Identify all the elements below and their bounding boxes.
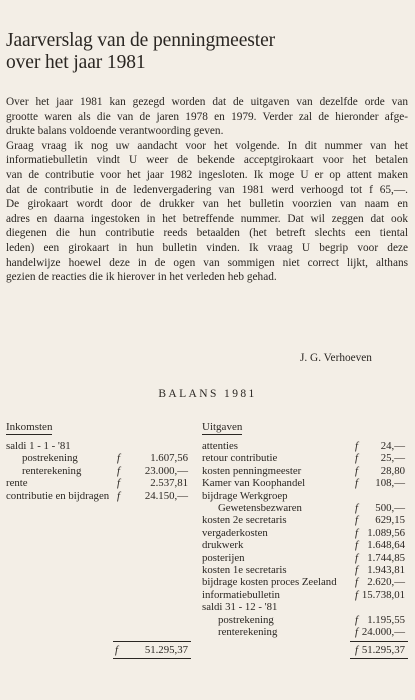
expense-row-amount: 1.744,85 xyxy=(367,551,405,564)
expense-row-amount: 629,15 xyxy=(375,514,405,527)
income-total-currency: f xyxy=(115,644,118,657)
income-row-label: rente xyxy=(6,477,28,490)
text-line: informatiebulletin vindt U weer de bekende acceptgirokaart voor het betalen xyxy=(6,154,408,167)
title-line-2: over het jaar 1981 xyxy=(6,52,146,73)
income-currency-symbol: f xyxy=(117,489,120,502)
expense-total-amount: 51.295,37 xyxy=(361,644,405,657)
text-line: van de contributie voor het jaar 1982 ingesloten. Ik moge U er op attent maken xyxy=(6,168,408,181)
expense-currency-symbol: f xyxy=(355,477,358,490)
text-line: grootte waren als die van de jaren 1978 en 1979. Verder zal de hieronder afge- xyxy=(6,110,408,123)
text-line: dat de contributie in de ledenvergadering van 1981 werd verhoogd tot f 65,—. xyxy=(6,183,408,196)
income-row-label: contributie en bijdragen xyxy=(6,489,110,502)
expense-row-label: kosten 2e secretaris xyxy=(202,514,287,527)
expense-row-amount: 15.738,01 xyxy=(361,588,405,601)
text-line: Graag vraag ik nog uw aandacht voor het volgende. In dit nummer van het xyxy=(6,139,408,152)
expense-row-label: postrekening xyxy=(218,613,274,626)
expense-row-label: renterekening xyxy=(218,626,278,638)
report-body xyxy=(6,95,408,285)
text-line: Over het jaar 1981 kan gezegd worden dat de uitgaven van dezelfde orde van xyxy=(6,96,408,108)
expense-row-amount: 24.000,— xyxy=(361,626,405,638)
expense-row-amount: 1.195,55 xyxy=(367,613,405,626)
text-line: drukte balans voldoende verantwoording geven. xyxy=(6,125,224,138)
title-line-1: Jaarverslag van de penningmeester xyxy=(6,30,276,51)
expenses-header: Uitgaven xyxy=(202,421,243,433)
expense-currency-symbol: f xyxy=(355,551,358,564)
income-header: Inkomsten xyxy=(6,421,53,433)
expense-currency-symbol: f xyxy=(355,502,358,514)
expense-currency-symbol: f xyxy=(355,564,358,576)
income-total-underline xyxy=(113,658,191,659)
text-line: De girokaart wordt door de drukker van het bulletin voorzien van naam en xyxy=(6,198,408,211)
expense-currency-symbol: f xyxy=(355,576,358,589)
expense-row-label: kosten 1e secretaris xyxy=(202,564,287,576)
expense-row-label: posterijen xyxy=(202,551,245,564)
expense-row-amount: 1.943,81 xyxy=(367,564,405,576)
income-row-amount: 2.537,81 xyxy=(150,477,188,490)
expense-row-label: kosten penningmeester xyxy=(202,464,302,477)
expense-total-underline xyxy=(350,658,408,659)
text-line: handelwijze hoewel deze in de ogen van sommigen niet correct lijkt, althans xyxy=(6,256,408,269)
income-total-amount: 51.295,37 xyxy=(144,644,188,657)
paragraph-2 xyxy=(6,139,408,285)
expense-row-label: informatiebulletin xyxy=(202,588,280,601)
expense-currency-symbol: f xyxy=(355,440,358,452)
expense-row-label: drukwerk xyxy=(202,539,244,552)
expense-currency-symbol: f xyxy=(355,514,358,527)
expense-currency-symbol: f xyxy=(355,588,358,601)
text-line: adres en daarna ingestoken in het betreffende nummer. Dat wil zeggen dat ook xyxy=(6,212,408,225)
report-title xyxy=(6,30,406,74)
expense-row-label: saldi 31 - 12 - '81 xyxy=(202,601,278,614)
income-currency-symbol: f xyxy=(117,452,120,465)
expense-currency-symbol: f xyxy=(355,613,358,626)
expense-currency-symbol: f xyxy=(355,539,358,552)
expense-row-label: Gewetensbezwaren xyxy=(218,502,302,514)
expense-row-amount: 1.089,56 xyxy=(367,526,405,539)
expense-total-rule xyxy=(350,641,408,642)
expense-currency-symbol: f xyxy=(355,626,358,638)
text-line: leden) een girokaart in hun bulletin vinden. Ik vraag U begrip voor deze xyxy=(6,241,408,254)
income-currency-symbol: f xyxy=(117,477,120,490)
expense-row-amount: 25,— xyxy=(380,452,405,465)
expense-currency-symbol: f xyxy=(355,464,358,477)
expense-row-amount: 500,— xyxy=(375,502,405,514)
paragraph-1 xyxy=(6,95,408,139)
income-currency-symbol: f xyxy=(117,464,120,477)
text-line: gezien de reacties die ik hierover in het verleden heb gehad. xyxy=(6,271,277,284)
expense-row-label: Kamer van Koophandel xyxy=(202,477,306,490)
balance-title: BALANS 1981 xyxy=(158,388,257,400)
expense-currency-symbol: f xyxy=(355,452,358,465)
expense-row-label: bijdrage Werkgroep xyxy=(202,489,288,502)
expense-row-amount: 28,80 xyxy=(380,464,405,477)
expense-total-currency: f xyxy=(355,644,358,657)
income-row-label: saldi 1 - 1 - '81 xyxy=(6,440,71,452)
expense-currency-symbol: f xyxy=(355,526,358,539)
expense-row-label: attenties xyxy=(202,440,238,452)
income-row-amount: 23.000,— xyxy=(144,464,188,477)
expense-row-label: retour contributie xyxy=(202,452,278,465)
income-total-rule xyxy=(113,641,191,642)
expense-row-amount: 1.648,64 xyxy=(367,539,405,552)
expense-row-amount: 108,— xyxy=(375,477,405,490)
income-row-amount: 1.607,56 xyxy=(150,452,188,465)
expense-row-amount: 2.620,— xyxy=(367,576,405,589)
text-line: diegenen die hun contributie reeds betaalden (het betreft slechts een tiental xyxy=(6,227,408,240)
income-row-label: postrekening xyxy=(22,452,78,465)
income-row-label: renterekening xyxy=(22,464,82,477)
income-row-amount: 24.150,— xyxy=(144,489,188,502)
expense-row-amount: 24,— xyxy=(380,440,405,452)
expense-row-label: bijdrage kosten proces Zeeland xyxy=(202,576,337,589)
signature: J. G. Verhoeven xyxy=(300,352,372,364)
expense-row-label: vergaderkosten xyxy=(202,526,268,539)
